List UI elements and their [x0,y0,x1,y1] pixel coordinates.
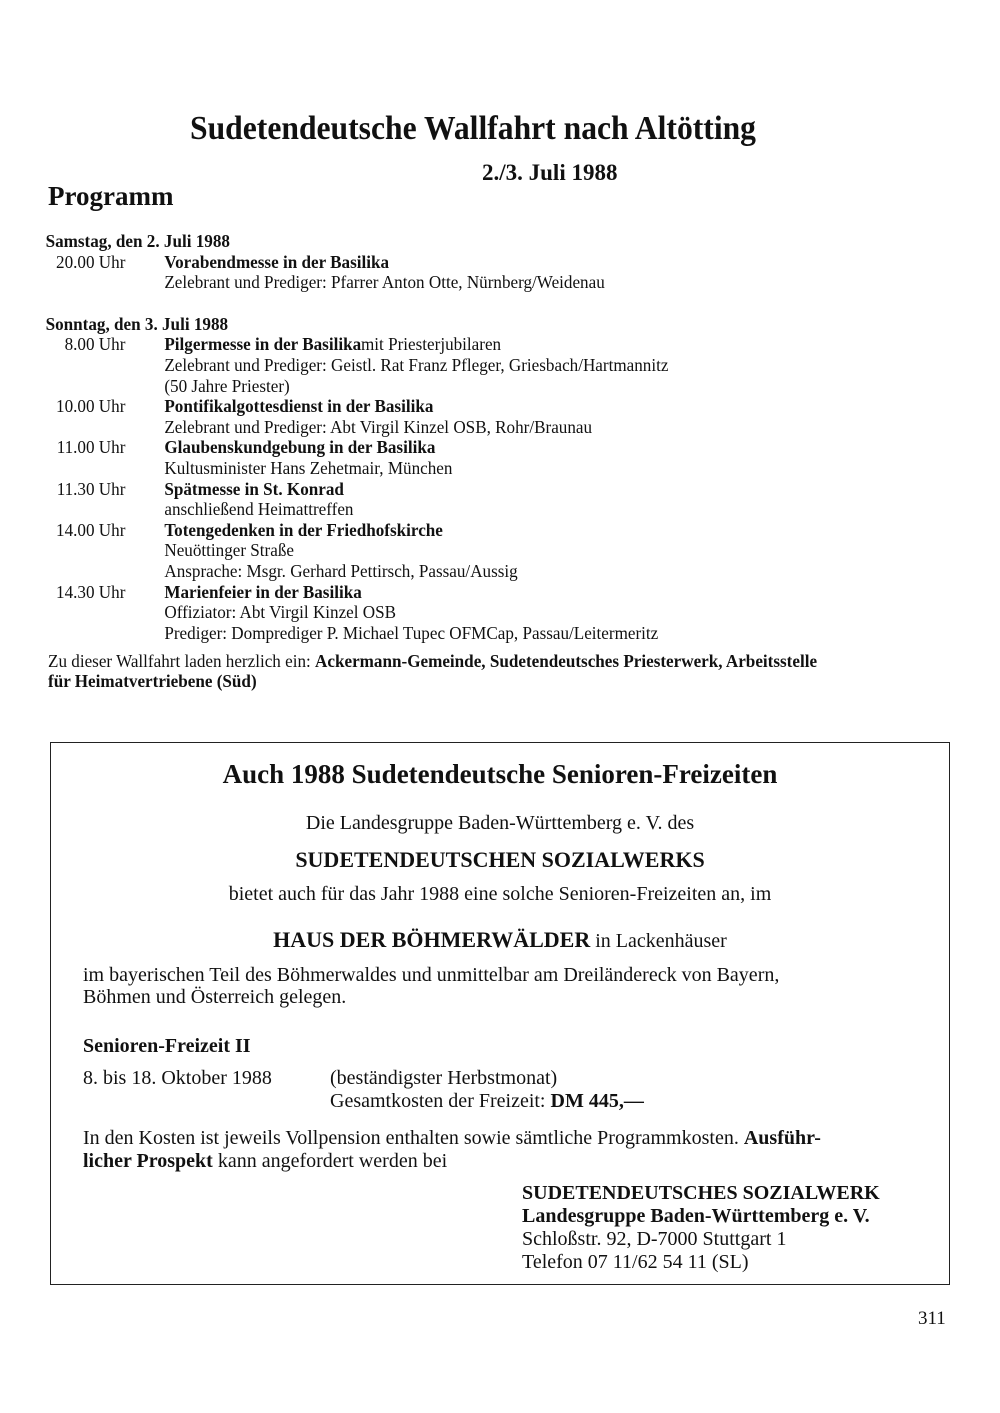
info-text: In den Kosten ist jeweils Vollpension enthalten sowie sämtliche Programmkosten. [83,1127,744,1149]
event-detail: Neuöttinger Straße [164,540,294,561]
event-title: Spätmesse in St. Konrad [164,478,344,499]
event-detail: (50 Jahre Priester) [164,375,290,396]
event-detail: Prediger: Domprediger P. Michael Tupec OFMCap, Passau/Leitermeritz [164,622,659,643]
event-title: Vorabendmesse in der Basilika [164,251,390,272]
box-desc-1: im bayerischen Teil des Böhmerwaldes und unmittelbar am Dreiländereck von Bayern, [83,964,780,986]
info-text-2: kann angefordert werden bei [212,1150,448,1172]
box-house [0,927,1000,953]
section-heading: Programm [48,181,174,211]
info-bold: Ausführ- [743,1127,821,1149]
invitation-line-1 [48,651,817,671]
event-time: 11.30 Uhr [56,478,126,499]
holiday-dates: 8. bis 18. Oktober 1988 [83,1067,272,1089]
address-phone: Telefon 07 11/62 54 11 (SL) [522,1251,749,1273]
event-title: Pontifikalgottesdienst in der Basilika [164,396,434,417]
event-time: 8.00 Uhr [64,334,126,355]
invitation-prefix: Zu dieser Wallfahrt laden herzlich ein: [48,651,316,671]
page-title: Sudetendeutsche Wallfahrt nach Altötting [190,110,757,147]
event-detail: Offiziator: Abt Virgil Kinzel OSB [164,602,397,623]
box-subheading: Senioren-Freizeit II [83,1035,251,1057]
invitation-organizers: Ackermann-Gemeinde, Sudetendeutsches Priesterwerk, Arbeitsstelle [315,651,818,671]
holiday-dates-note: (beständigster Herbstmonat) [330,1067,558,1089]
event-detail: Ansprache: Msgr. Gerhard Pettirsch, Passau/Aussig [164,561,518,581]
event-title: Marienfeier in der Basilika [164,581,362,602]
invitation-organizers-cont: für Heimatvertriebene (Süd) [48,671,257,691]
box-org: SUDETENDEUTSCHEN SOZIALWERKS [295,847,705,872]
box-title: Auch 1988 Sudetendeutsche Senioren-Freizeiten [222,759,778,789]
info-bold-2: licher Prospekt [83,1150,213,1172]
event-title-suffix: mit Priesterjubilaren [361,334,502,355]
holiday-cost [330,1090,644,1113]
event-title: Glaubenskundgebung in der Basilika [164,437,436,458]
address-org: SUDETENDEUTSCHES SOZIALWERK [522,1182,880,1204]
event-title: Pilgermesse in der Basilika [164,334,362,355]
event-time: 11.00 Uhr [56,437,126,458]
event-detail: Zelebrant und Prediger: Pfarrer Anton Otte, Nürnberg/Weidenau [164,272,605,293]
day-heading: Sonntag, den 3. Juli 1988 [45,313,229,334]
event-detail: Zelebrant und Prediger: Geistl. Rat Franz Pfleger, Griesbach/Hartmannitz [164,355,669,375]
box-offer: bietet auch für das Jahr 1988 eine solche Senioren-Freizeiten an, im [228,883,772,905]
event-detail: Zelebrant und Prediger: Abt Virgil Kinzel OSB, Rohr/Braunau [164,416,593,437]
cost-label: Gesamtkosten der Freizeit: [330,1090,551,1112]
event-detail: anschließend Heimattreffen [164,499,354,520]
event-time: 14.30 Uhr [56,581,126,602]
day-heading: Samstag, den 2. Juli 1988 [45,231,230,251]
cost-value: DM 445,— [550,1090,644,1112]
page-number: 311 [918,1308,946,1329]
event-time: 20.00 Uhr [56,251,126,272]
event-date: 2./3. Juli 1988 [482,160,618,185]
address-street: Schloßstr. 92, D-7000 Stuttgart 1 [522,1228,787,1250]
box-intro: Die Landesgruppe Baden-Württemberg e. V. des [305,812,695,834]
box-desc-2: Böhmen und Österreich gelegen. [83,986,347,1008]
invitation-line-2 [48,671,257,691]
event-title: Totengedenken in der Friedhofskirche [164,519,443,540]
event-time: 14.00 Uhr [56,519,126,540]
address-group: Landesgruppe Baden-Württemberg e. V. [522,1205,870,1227]
house-name: HAUS DER BÖHMERWÄLDER [273,927,591,952]
box-info-2 [83,1150,447,1173]
house-location: in Lackenhäuser [590,930,727,952]
event-detail: Kultusminister Hans Zehetmair, München [164,458,453,478]
box-info-1 [83,1127,821,1150]
event-time: 10.00 Uhr [56,396,126,417]
